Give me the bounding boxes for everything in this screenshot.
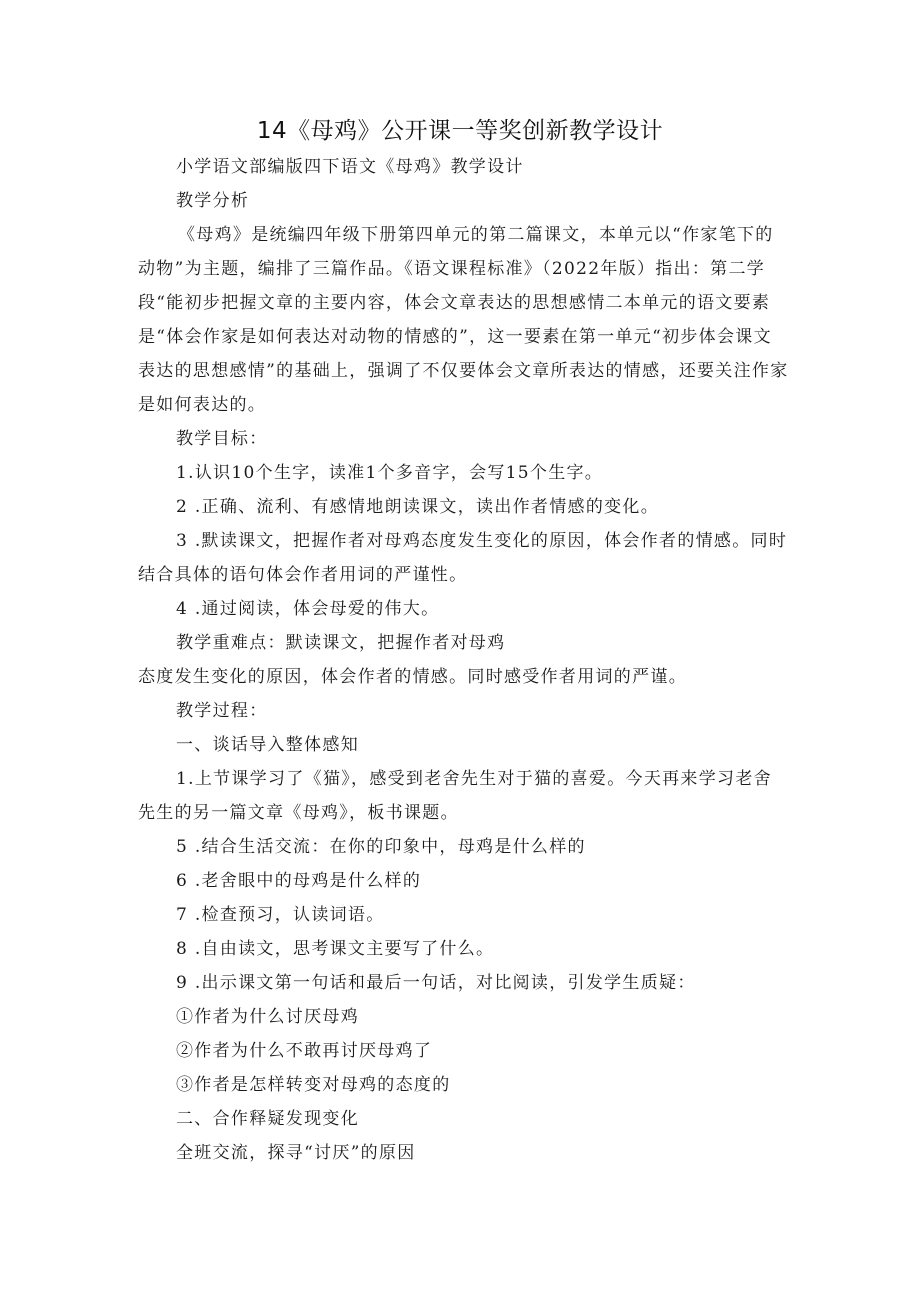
- section-heading-goals: 教学目标：: [176, 429, 268, 449]
- process-step-5: 5 .结合生活交流：在你的印象中，母鸡是什么样的: [176, 837, 586, 857]
- section-heading-analysis: 教学分析: [176, 191, 250, 211]
- process-step-6: 6 .老舍眼中的母鸡是什么样的: [176, 871, 422, 891]
- key-difficulty-line-1: 教学重难点：默读课文，把握作者对母鸡: [176, 633, 506, 653]
- goal-item-2: 2 .正确、流利、有感情地朗读课文，读出作者情感的变化。: [176, 497, 660, 517]
- question-1: ①作者为什么讨厌母鸡: [176, 1007, 359, 1027]
- process-step-1: 1.上节课学习了《猫》，感受到老舍先生对于猫的喜爱。今天再来学习老舍先生的另一篇文章《母鸡》，板书课题。: [138, 769, 772, 823]
- key-difficulty-line-2: 态度发生变化的原因，体会作者的情感。同时感受作者用词的严谨。: [138, 667, 687, 687]
- subtitle-line: 小学语文部编版四下语文《母鸡》教学设计: [176, 157, 524, 177]
- question-3: ③作者是怎样转变对母鸡的态度的: [176, 1075, 451, 1095]
- goal-item-3: 3 .默读课文，把握作者对母鸡态度发生变化的原因，体会作者的情感。同时结合具体的语句体会作者用词的严谨性。: [138, 531, 788, 585]
- document-title: 14《母鸡》公开课一等奖创新教学设计: [256, 118, 664, 144]
- question-2: ②作者为什么不敢再讨厌母鸡了: [176, 1041, 433, 1061]
- goal-item-1: 1.认识10个生字，读准1个多音字，会写15个生字。: [176, 463, 604, 483]
- process-step-8: 8 .自由读文，思考课文主要写了什么。: [176, 939, 495, 959]
- document-body: [138, 150, 790, 1170]
- process-step-9: 9 .出示课文第一句话和最后一句话，对比阅读，引发学生质疑：: [176, 973, 696, 993]
- analysis-paragraph: 《母鸡》是统编四年级下册第四单元的第二篇课文，本单元以“作家笔下的动物”为主题，编排了三篇作品。《语文课程标准》（2022年版）指出：第二学段“能初步把握文章的主要内容，体会文章表达的思想感情二本单元的语文要素是“体会作家是如何表达对动物的情感的”，这一要素在第一单元“初步体会课文表达的思想感情”的基础上，强调了不仅要体会文章所表达的情感，还要关注作家是如何表达的。: [138, 225, 789, 415]
- section-heading-process: 教学过程：: [176, 701, 268, 721]
- goal-item-4: 4 .通过阅读，体会母爱的伟大。: [176, 599, 440, 619]
- process-step-7: 7 .检查预习，认读词语。: [176, 905, 385, 925]
- process-part-2-heading: 二、合作释疑发现变化: [176, 1109, 359, 1129]
- process-part-1-heading: 一、谈话导入整体感知: [176, 735, 359, 755]
- class-discussion-line: 全班交流，探寻“讨厌”的原因: [176, 1143, 416, 1163]
